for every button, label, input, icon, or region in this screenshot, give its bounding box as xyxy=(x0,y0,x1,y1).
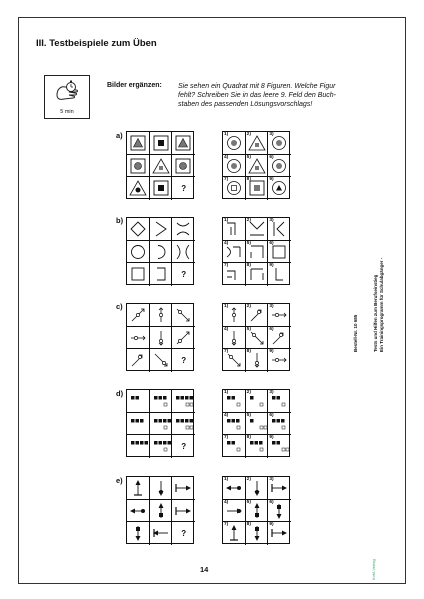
figure-icon xyxy=(127,500,149,522)
book-title-line1: Tests und Hilfen zum Berufseinstieg xyxy=(373,274,378,352)
figure-cell xyxy=(127,263,150,286)
option-cell xyxy=(246,349,269,372)
figure-icon xyxy=(150,477,172,499)
row-label-e: e) xyxy=(116,476,123,485)
matrix-c-problem xyxy=(126,303,194,371)
figure-cell xyxy=(127,327,150,350)
option-number: 2) xyxy=(246,132,251,137)
row-label-b: b) xyxy=(116,216,124,225)
figure-icon xyxy=(150,413,172,435)
figure-icon xyxy=(150,349,172,371)
figure-icon xyxy=(127,241,149,263)
figure-cell xyxy=(150,177,173,200)
figure-icon xyxy=(172,413,194,435)
option-number: 8) xyxy=(246,263,251,269)
option-number: 3) xyxy=(269,132,274,137)
figure-icon xyxy=(127,155,149,177)
figure-cell xyxy=(127,304,150,327)
option-number: 9) xyxy=(269,435,274,441)
option-number: 7) xyxy=(224,435,229,441)
figure-icon xyxy=(150,304,172,326)
figure-cell xyxy=(150,304,173,327)
option-number: 2) xyxy=(246,477,251,482)
figure-icon xyxy=(127,413,149,435)
question-mark: ? xyxy=(181,184,187,194)
option-number: 1) xyxy=(224,132,229,137)
figure-icon xyxy=(150,522,172,544)
option-cell xyxy=(268,132,291,155)
matrix-a-options xyxy=(222,131,290,199)
option-cell xyxy=(246,390,269,413)
figure-cell xyxy=(150,522,173,545)
figure-cell xyxy=(127,218,150,241)
figure-cell xyxy=(172,218,195,241)
option-number: 4) xyxy=(224,240,229,246)
figure-icon xyxy=(150,390,172,412)
option-cell xyxy=(223,327,246,350)
option-number: 6) xyxy=(269,412,274,418)
matrix-e-problem xyxy=(126,476,194,544)
figure-cell xyxy=(150,155,173,178)
book-title-line2: Ein Trainingsprogramm für Schulabgänger - xyxy=(379,257,384,352)
answer-cell xyxy=(172,263,195,286)
timer-box xyxy=(44,75,90,119)
figure-cell xyxy=(150,390,173,413)
figure-cell xyxy=(127,522,150,545)
row-label-c: c) xyxy=(116,302,123,311)
option-number: 1) xyxy=(224,477,229,482)
figure-cell xyxy=(127,413,150,436)
matrix-d-options xyxy=(222,389,290,457)
order-number: Bestell-Nr. 10 685 xyxy=(353,314,358,352)
figure-cell xyxy=(150,500,173,523)
option-number: 4) xyxy=(224,326,229,332)
answer-cell xyxy=(172,349,195,372)
question-mark: ? xyxy=(181,270,187,280)
option-cell xyxy=(268,413,291,436)
option-number: 8) xyxy=(246,349,251,355)
row-label-a: a) xyxy=(116,131,123,140)
page-number: 14 xyxy=(200,565,209,574)
option-cell xyxy=(268,522,291,545)
figure-cell xyxy=(150,413,173,436)
option-cell xyxy=(246,177,269,200)
figure-cell xyxy=(127,390,150,413)
option-cell xyxy=(246,500,269,523)
figure-icon xyxy=(172,477,194,499)
option-number: 8) xyxy=(246,435,251,441)
answer-cell xyxy=(172,522,195,545)
figure-icon xyxy=(127,327,149,349)
figure-cell xyxy=(172,327,195,350)
figure-cell xyxy=(127,477,150,500)
option-number: 2) xyxy=(246,390,251,395)
figure-icon xyxy=(172,155,194,177)
task-label: Bilder ergänzen: xyxy=(107,82,162,89)
option-number: 6) xyxy=(269,154,274,160)
figure-icon xyxy=(172,390,194,412)
option-number: 9) xyxy=(269,263,274,269)
figure-cell xyxy=(150,241,173,264)
option-number: 4) xyxy=(224,499,229,505)
figure-cell xyxy=(150,349,173,372)
figure-icon xyxy=(172,500,194,522)
option-number: 5) xyxy=(246,499,251,505)
option-cell xyxy=(268,349,291,372)
figure-icon xyxy=(127,218,149,240)
option-cell xyxy=(246,413,269,436)
figure-icon xyxy=(150,177,172,199)
option-number: 6) xyxy=(269,326,274,332)
figure-cell xyxy=(172,304,195,327)
figure-icon xyxy=(172,304,194,326)
option-number: 1) xyxy=(224,390,229,395)
task-instructions: Sie sehen ein Quadrat mit 8 Figuren. Welche Figur fehlt? Schreiben Sie in das leere 9. Feld den Buch- staben des passenden Lösungsvorschlags! xyxy=(178,83,336,108)
option-number: 3) xyxy=(269,390,274,395)
option-number: 5) xyxy=(246,412,251,418)
figure-icon xyxy=(127,435,149,457)
figure-icon xyxy=(150,435,172,457)
option-number: 1) xyxy=(224,218,229,223)
option-number: 2) xyxy=(246,218,251,223)
figure-cell xyxy=(127,349,150,372)
row-label-d: d) xyxy=(116,389,124,398)
option-number: 5) xyxy=(246,326,251,332)
option-cell xyxy=(223,413,246,436)
option-cell xyxy=(223,241,246,264)
matrix-e-options xyxy=(222,476,290,544)
option-number: 5) xyxy=(246,240,251,246)
option-number: 9) xyxy=(269,349,274,355)
figure-cell xyxy=(127,435,150,458)
matrix-a-problem xyxy=(126,131,194,199)
option-cell xyxy=(246,241,269,264)
matrix-c-options xyxy=(222,303,290,371)
option-number: 4) xyxy=(224,154,229,160)
figure-cell xyxy=(150,477,173,500)
figure-cell xyxy=(172,413,195,436)
timer-label: 5 min xyxy=(60,109,74,115)
option-cell xyxy=(223,263,246,286)
option-cell xyxy=(246,327,269,350)
option-number: 3) xyxy=(269,304,274,309)
answer-cell xyxy=(172,177,195,200)
option-number: 1) xyxy=(224,304,229,309)
option-cell xyxy=(268,500,291,523)
figure-cell xyxy=(127,132,150,155)
figure-icon xyxy=(127,304,149,326)
option-cell xyxy=(268,155,291,178)
option-cell xyxy=(246,304,269,327)
option-cell xyxy=(223,155,246,178)
matrix-b-options xyxy=(222,217,290,285)
option-cell xyxy=(268,390,291,413)
figure-cell xyxy=(172,155,195,178)
option-number: 8) xyxy=(246,522,251,528)
figure-icon xyxy=(172,327,194,349)
figure-icon xyxy=(150,218,172,240)
option-cell xyxy=(223,218,246,241)
option-number: 3) xyxy=(269,218,274,223)
option-cell xyxy=(223,477,246,500)
option-cell xyxy=(223,435,246,458)
figure-icon xyxy=(172,218,194,240)
option-cell xyxy=(223,349,246,372)
option-cell xyxy=(268,218,291,241)
answer-cell xyxy=(172,435,195,458)
figure-cell xyxy=(172,132,195,155)
option-cell xyxy=(223,304,246,327)
figure-icon xyxy=(150,500,172,522)
section-title: III. Testbeispiele zum Üben xyxy=(36,38,157,49)
figure-icon xyxy=(127,522,149,544)
question-mark: ? xyxy=(181,442,187,452)
option-cell xyxy=(246,435,269,458)
option-cell xyxy=(223,132,246,155)
option-number: 9) xyxy=(269,522,274,528)
option-number: 7) xyxy=(224,349,229,355)
figure-cell xyxy=(172,241,195,264)
figure-icon xyxy=(127,390,149,412)
figure-cell xyxy=(127,155,150,178)
figure-cell xyxy=(150,263,173,286)
figure-cell xyxy=(172,390,195,413)
figure-icon xyxy=(150,132,172,154)
figure-icon xyxy=(150,327,172,349)
figure-icon xyxy=(172,132,194,154)
figure-icon xyxy=(127,132,149,154)
figure-cell xyxy=(127,241,150,264)
option-number: 2) xyxy=(246,304,251,309)
option-number: 3) xyxy=(269,477,274,482)
figure-icon xyxy=(127,177,149,199)
option-number: 6) xyxy=(269,240,274,246)
figure-icon xyxy=(127,263,149,285)
option-cell xyxy=(246,132,269,155)
figure-icon xyxy=(150,155,172,177)
option-cell xyxy=(246,218,269,241)
figure-icon xyxy=(172,241,194,263)
option-cell xyxy=(246,477,269,500)
figure-cell xyxy=(150,218,173,241)
option-cell xyxy=(246,522,269,545)
option-cell xyxy=(268,435,291,458)
figure-icon xyxy=(127,477,149,499)
option-cell xyxy=(268,177,291,200)
option-cell xyxy=(223,522,246,545)
option-cell xyxy=(246,155,269,178)
figure-cell xyxy=(150,435,173,458)
publisher-logo: Kohl-Verlag xyxy=(371,559,376,580)
question-mark: ? xyxy=(181,529,187,539)
option-cell xyxy=(268,304,291,327)
figure-icon xyxy=(150,241,172,263)
option-cell xyxy=(223,390,246,413)
option-cell xyxy=(223,500,246,523)
hand-stopwatch-icon xyxy=(54,79,82,107)
figure-cell xyxy=(172,477,195,500)
option-cell xyxy=(268,263,291,286)
figure-cell xyxy=(127,177,150,200)
matrix-d-problem xyxy=(126,389,194,457)
figure-cell xyxy=(150,327,173,350)
figure-icon xyxy=(127,349,149,371)
option-number: 8) xyxy=(246,177,251,183)
option-number: 7) xyxy=(224,177,229,183)
figure-cell xyxy=(150,132,173,155)
matrix-b-problem xyxy=(126,217,194,285)
figure-cell xyxy=(172,500,195,523)
option-number: 6) xyxy=(269,499,274,505)
question-mark: ? xyxy=(181,356,187,366)
option-cell xyxy=(223,177,246,200)
option-cell xyxy=(268,241,291,264)
option-cell xyxy=(268,477,291,500)
option-number: 4) xyxy=(224,412,229,418)
option-cell xyxy=(246,263,269,286)
figure-icon xyxy=(150,263,172,285)
figure-cell xyxy=(127,500,150,523)
option-number: 5) xyxy=(246,154,251,160)
option-cell xyxy=(268,327,291,350)
option-number: 7) xyxy=(224,522,229,528)
option-number: 9) xyxy=(269,177,274,183)
option-number: 7) xyxy=(224,263,229,269)
